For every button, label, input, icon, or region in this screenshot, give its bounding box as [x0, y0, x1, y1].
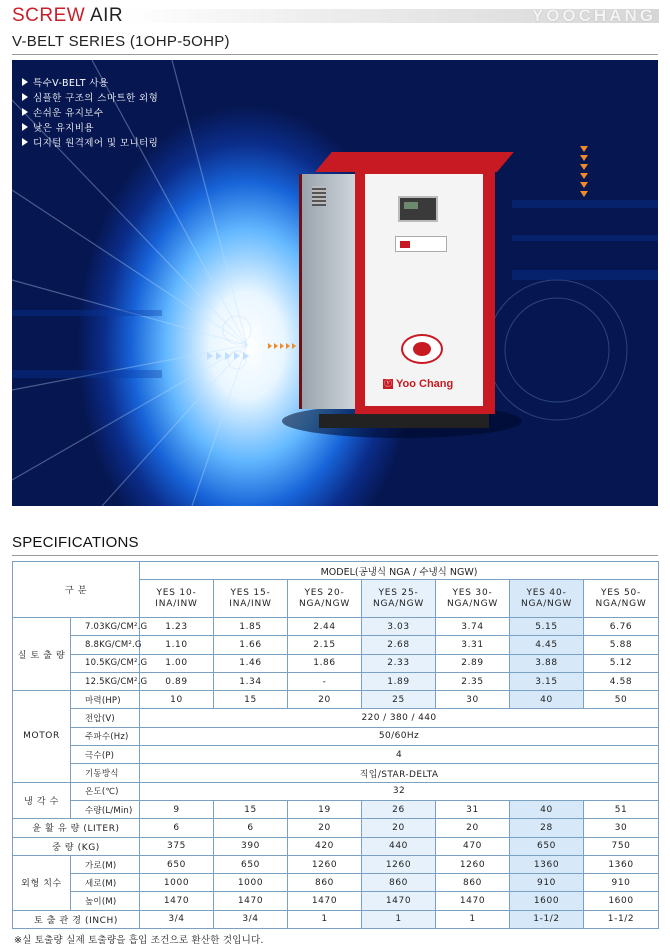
model-name-line2: NGA/NGW: [298, 598, 351, 609]
merged-value-voltage: 220 / 380 / 440: [140, 709, 659, 727]
value-cell: 40: [510, 800, 584, 818]
merged-value-start-method: 직입/STAR-DELTA: [140, 764, 659, 782]
merged-value-temperature: 32: [140, 782, 659, 800]
feature-item: 특수V-BELT 사용: [22, 74, 158, 89]
model-group-header: MODEL(공냉식 NGA / 수냉식 NGW): [140, 562, 659, 580]
value-cell: 1000: [140, 874, 214, 892]
spec-table-body: [13, 562, 659, 929]
value-cell: 470: [436, 837, 510, 855]
value-cell: 10: [140, 691, 214, 709]
model-name-line2: INA/INW: [229, 598, 272, 609]
value-cell: 0.89: [140, 672, 214, 690]
value-cell: 1: [362, 910, 436, 928]
value-cell: 3.88: [510, 654, 584, 672]
model-name-line1: YES 10-: [156, 587, 197, 598]
feature-item: 손쉬운 유지보수: [22, 104, 158, 119]
table-row: [13, 855, 659, 873]
model-name-cell: [288, 580, 362, 618]
sub-label-temperature: 온도(℃): [71, 782, 140, 800]
value-cell: 20: [362, 819, 436, 837]
value-cell: 2.44: [288, 618, 362, 636]
sub-label-voltage: 전압(V): [71, 709, 140, 727]
value-cell: 1.89: [362, 672, 436, 690]
sub-label-poles: 극수(P): [71, 746, 140, 764]
table-row: [13, 764, 659, 782]
yoochang-logo-icon: ⓨ: [384, 379, 392, 388]
value-cell: 1.66: [214, 636, 288, 654]
value-cell: 30: [436, 691, 510, 709]
merged-value-frequency: 50/60Hz: [140, 727, 659, 745]
value-cell: 1600: [584, 892, 659, 910]
model-name-cell: [362, 580, 436, 618]
value-cell: 1-1/2: [584, 910, 659, 928]
table-row: [13, 618, 659, 636]
value-cell: 1360: [584, 855, 659, 873]
value-cell: 1260: [288, 855, 362, 873]
table-row: [13, 782, 659, 800]
value-cell: 1: [288, 910, 362, 928]
machine-side-panel: [299, 174, 357, 409]
machine-front: [355, 166, 495, 414]
model-name-line2: NGA/NGW: [595, 598, 647, 609]
vent-grill: [312, 186, 326, 206]
model-name-cell: [214, 580, 288, 618]
sub-label-dimension: 세로(M): [71, 874, 140, 892]
table-row: [13, 837, 659, 855]
merged-value-poles: 4: [140, 746, 659, 764]
group-label-outlet: 토 출 관 경 (INCH): [13, 910, 140, 928]
table-row: [13, 746, 659, 764]
warning-label: [395, 236, 447, 252]
brand-emblem-icon: [401, 334, 443, 364]
machine-base: [319, 414, 489, 428]
value-cell: 1470: [436, 892, 510, 910]
value-cell: 390: [214, 837, 288, 855]
value-cell: 1470: [362, 892, 436, 910]
value-cell: 2.35: [436, 672, 510, 690]
value-cell: 2.33: [362, 654, 436, 672]
air-compressor-unit: [297, 152, 512, 427]
value-cell: 3.74: [436, 618, 510, 636]
value-cell: -: [288, 672, 362, 690]
value-cell: 2.89: [436, 654, 510, 672]
value-cell: 1.86: [288, 654, 362, 672]
value-cell: 650: [510, 837, 584, 855]
value-cell: 910: [510, 874, 584, 892]
header-divider: [12, 54, 658, 55]
machine-door-panel: [365, 174, 483, 406]
value-cell: 19: [288, 800, 362, 818]
value-cell: 420: [288, 837, 362, 855]
model-name-cell: [140, 580, 214, 618]
model-name-line2: NGA/NGW: [446, 598, 499, 609]
value-cell: 20: [288, 819, 362, 837]
table-row: [13, 691, 659, 709]
bullet-triangle-icon: [22, 108, 28, 116]
value-cell: 5.15: [510, 618, 584, 636]
value-cell: 860: [288, 874, 362, 892]
model-name-line1: YES 15-: [230, 587, 271, 598]
decor-down-arrows-icon: [580, 146, 588, 197]
table-row: [13, 562, 659, 580]
model-name-line2: NGA/NGW: [520, 598, 573, 609]
value-cell: 6: [140, 819, 214, 837]
title-screw: SCREW: [12, 5, 86, 26]
value-cell: 1.85: [214, 618, 288, 636]
value-cell: 1.10: [140, 636, 214, 654]
table-row: [13, 654, 659, 672]
model-name-line1: YES 30-: [452, 587, 493, 598]
decor-orange-arrows-icon: [268, 343, 296, 349]
value-cell: 650: [140, 855, 214, 873]
value-cell: 750: [584, 837, 659, 855]
value-cell: 3/4: [140, 910, 214, 928]
value-cell: 30: [584, 819, 659, 837]
model-name-cell: [436, 580, 510, 618]
value-cell: 440: [362, 837, 436, 855]
value-cell: 6: [214, 819, 288, 837]
model-name-line1: YES 25-: [378, 587, 419, 598]
table-row: [13, 910, 659, 928]
table-row: [13, 800, 659, 818]
model-name-cell: [510, 580, 584, 618]
value-cell: 31: [436, 800, 510, 818]
feature-list: [22, 74, 158, 149]
value-cell: 20: [436, 819, 510, 837]
hero-product-image: [12, 60, 658, 506]
value-cell: 20: [288, 691, 362, 709]
sub-label-hp: 마력(HP): [71, 691, 140, 709]
table-row: [13, 636, 659, 654]
model-name-line1: YES 50-: [600, 587, 642, 598]
model-name-cell: [584, 580, 659, 618]
sub-label-pressure: 7.03KG/CM².G: [71, 618, 140, 636]
controller-display: [398, 196, 438, 222]
value-cell: 28: [510, 819, 584, 837]
table-row: [13, 727, 659, 745]
page-title: [12, 5, 123, 27]
table-row: [13, 819, 659, 837]
series-title: V-BELT SERIES (1OHP-5OHP): [12, 33, 230, 50]
value-cell: 1.46: [214, 654, 288, 672]
model-name-line1: YES 40-: [526, 587, 567, 598]
footnote: ※실 토출량 실제 토출량을 흡입 조건으로 환산한 것입니다.: [14, 935, 264, 946]
value-cell: 910: [584, 874, 659, 892]
model-name-line2: NGA/NGW: [372, 598, 425, 609]
value-cell: 860: [362, 874, 436, 892]
value-cell: 2.15: [288, 636, 362, 654]
header-label-cell: 구 분: [13, 562, 140, 618]
sub-label-dimension: 가로(M): [71, 855, 140, 873]
feature-item: 심플한 구조의 스마트한 외형: [22, 89, 158, 104]
bullet-triangle-icon: [22, 78, 28, 86]
table-row: [13, 874, 659, 892]
sub-label-water-flow: 수량(L/Min): [71, 800, 140, 818]
value-cell: 1000: [214, 874, 288, 892]
value-cell: 5.12: [584, 654, 659, 672]
sub-label-start-method: 기동방식: [71, 764, 140, 782]
value-cell: 3.31: [436, 636, 510, 654]
group-label-discharge: 실 토 출 량: [13, 618, 71, 691]
bullet-triangle-icon: [22, 93, 28, 101]
value-cell: 15: [214, 691, 288, 709]
value-cell: 375: [140, 837, 214, 855]
value-cell: 9: [140, 800, 214, 818]
brand-watermark: YOOCHANG: [531, 6, 656, 25]
table-row: [13, 892, 659, 910]
value-cell: 1: [436, 910, 510, 928]
feature-item: 낮은 유지비용: [22, 119, 158, 134]
sub-label-pressure: 8.8KG/CM².G: [71, 636, 140, 654]
group-label-weight: 중 량 (KG): [13, 837, 140, 855]
value-cell: 3.03: [362, 618, 436, 636]
value-cell: 51: [584, 800, 659, 818]
table-row: [13, 709, 659, 727]
group-label-lube-oil: 윤 활 유 량 (LITER): [13, 819, 140, 837]
model-name-line2: INA/INW: [155, 598, 198, 609]
value-cell: 1470: [288, 892, 362, 910]
group-label-cooling-water: 냉 각 수: [13, 782, 71, 819]
value-cell: 40: [510, 691, 584, 709]
bullet-triangle-icon: [22, 138, 28, 146]
feature-item: 디지털 원격제어 및 모니터링: [22, 134, 158, 149]
sub-label-pressure: 12.5KG/CM².G: [71, 672, 140, 690]
value-cell: 50: [584, 691, 659, 709]
group-label-motor: MOTOR: [13, 691, 71, 782]
spec-title: SPECIFICATIONS: [12, 534, 139, 551]
table-row: [13, 672, 659, 690]
model-name-line1: YES 20-: [304, 587, 345, 598]
value-cell: 6.76: [584, 618, 659, 636]
value-cell: 1260: [436, 855, 510, 873]
value-cell: 1260: [362, 855, 436, 873]
value-cell: 3/4: [214, 910, 288, 928]
machine-brand: [383, 378, 453, 390]
value-cell: 1600: [510, 892, 584, 910]
value-cell: 1.23: [140, 618, 214, 636]
value-cell: 26: [362, 800, 436, 818]
value-cell: 1470: [214, 892, 288, 910]
value-cell: 5.88: [584, 636, 659, 654]
value-cell: 1.34: [214, 672, 288, 690]
value-cell: 1.00: [140, 654, 214, 672]
value-cell: 1470: [140, 892, 214, 910]
value-cell: 1360: [510, 855, 584, 873]
value-cell: 1-1/2: [510, 910, 584, 928]
sub-label-frequency: 주파수(Hz): [71, 727, 140, 745]
machine-brand-text: Yoo Chang: [396, 378, 454, 390]
decor-arrows-icon: [207, 352, 249, 360]
spec-table: [12, 561, 659, 929]
value-cell: 2.68: [362, 636, 436, 654]
page-header: [0, 0, 670, 60]
bullet-triangle-icon: [22, 123, 28, 131]
value-cell: 4.45: [510, 636, 584, 654]
value-cell: 3.15: [510, 672, 584, 690]
group-label-dimensions: 외형 치수: [13, 855, 71, 910]
value-cell: 4.58: [584, 672, 659, 690]
value-cell: 25: [362, 691, 436, 709]
value-cell: 15: [214, 800, 288, 818]
value-cell: 650: [214, 855, 288, 873]
sub-label-dimension: 높이(M): [71, 892, 140, 910]
title-air: AIR: [89, 5, 124, 26]
spec-divider: [12, 555, 658, 556]
value-cell: 860: [436, 874, 510, 892]
sub-label-pressure: 10.5KG/CM².G: [71, 654, 140, 672]
